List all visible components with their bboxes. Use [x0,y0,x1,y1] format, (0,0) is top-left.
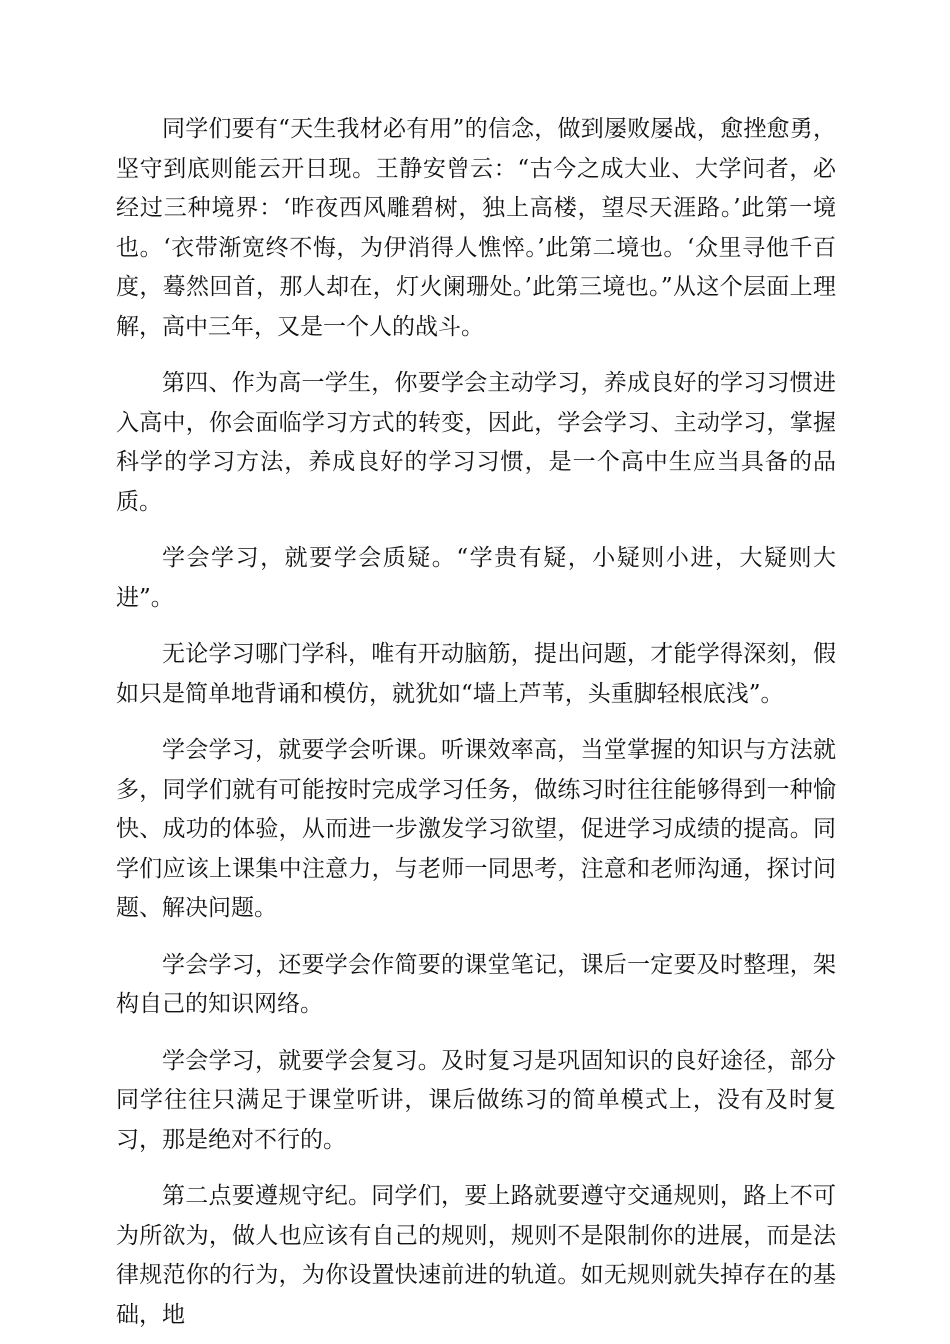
paragraph-belief: 同学们要有“天生我材必有用”的信念，做到屡败屡战，愈挫愈勇，坚守到底则能云开日现。王静安曾云：“古今之成大业、大学问者，必经过三种境界：‘昨夜西风雕碧树，独上高楼，望尽天涯路。’此第一境也。‘衣带渐宽终不悔，为伊消得人憔悴。’此第二境也。‘众里寻他千百度，蓦然回首，那人却在，灯火阑珊处。’此第三境也。”从这个层面上理解，高中三年，又是一个人的战斗。 [116,116,836,340]
paragraph-rules: 第二点要遵规守纪。同学们，要上路就要遵守交通规则，路上不可为所欲为，做人也应该有自己的规则，规则不是限制你的进展，而是法律规范你的行为，为你设置快速前进的轨道。如无规则就失掉存在的基础，地 [116,1183,836,1328]
document-body [116,110,836,1335]
paragraph-active-learning: 第四、作为高一学生，你要学会主动学习，养成良好的学习习惯进入高中，你会面临学习方式的转变，因此，学会学习、主动学习，掌握科学的学习方法，养成良好的学习习惯，是一个高中生应当具备的品质。 [116,370,836,515]
paragraph-listening: 学会学习，就要学会听课。听课效率高，当堂掌握的知识与方法就多，同学们就有可能按时完成学习任务，做练习时往往能够得到一种愉快、成功的体验，从而进一步激发学习欲望，促进学习成绩的提高。同学们应该上课集中注意力，与老师一同思考，注意和老师沟通，探讨问题、解决问题。 [116,737,836,921]
paragraph-questioning: 学会学习，就要学会质疑。“学贵有疑，小疑则小进，大疑则大进”。 [116,545,836,611]
paragraph-notes: 学会学习，还要学会作简要的课堂笔记，课后一定要及时整理，架构自己的知识网络。 [116,951,836,1017]
paragraph-review: 学会学习，就要学会复习。及时复习是巩固知识的良好途径，部分同学往往只满足于课堂听讲，课后做练习的简单模式上，没有及时复习，那是绝对不行的。 [116,1047,836,1153]
paragraph-thinking: 无论学习哪门学科，唯有开动脑筋，提出问题，才能学得深刻，假如只是简单地背诵和模仿，就犹如“墙上芦苇，头重脚轻根底浅”。 [116,641,836,707]
